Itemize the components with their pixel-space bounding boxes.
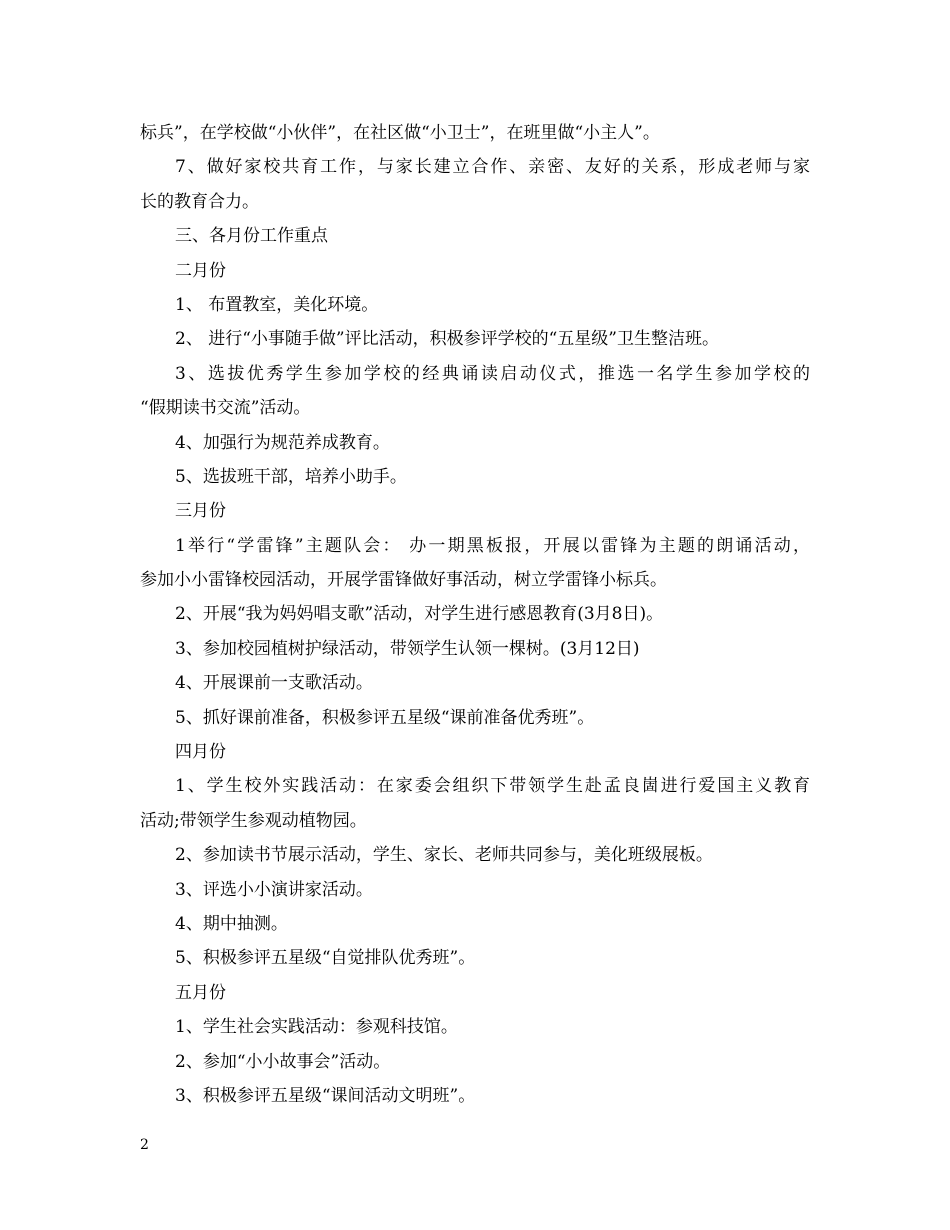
document-body [140, 116, 810, 1113]
text-line: 1举行“学雷锋”主题队会： 办一期黑板报，开展以雷锋为主题的朗诵活动， [175, 535, 810, 556]
text-line: 2、开展“我为妈妈唱支歌”活动，对学生进行感恩教育(3月8日)。 [175, 604, 664, 625]
text-line: 1、学生社会实践活动：参观科技馆。 [175, 1017, 458, 1038]
text-line: 五月份 [175, 982, 226, 1003]
text-line: 参加小小雷锋校园活动，开展学雷锋做好事活动，树立学雷锋小标兵。 [140, 570, 667, 591]
text-line: 长的教育合力。 [140, 191, 259, 212]
text-line: 3、选拔优秀学生参加学校的经典诵读启动仪式，推选一名学生参加学校的 [175, 363, 810, 384]
text-line: 5、积极参评五星级“自觉排队优秀班”。 [175, 948, 476, 969]
page-number: 2 [140, 1137, 149, 1153]
text-line: 标兵”，在学校做“小伙伴”，在社区做“小卫士”，在班里做“小主人”。 [140, 123, 660, 143]
text-line: 活动;带领学生参观动植物园。 [140, 810, 367, 831]
text-line: 三月份 [175, 501, 226, 522]
text-line: 3、积极参评五星级“课间活动文明班”。 [175, 1085, 476, 1106]
text-line: 2、参加读书节展示活动，学生、家长、老师共同参与，美化班级展板。 [175, 845, 713, 866]
text-line: 3、评选小小演讲家活动。 [175, 879, 373, 900]
text-line: 四月份 [175, 742, 226, 763]
text-line: 5、抓好课前准备，积极参评五星级“课前准备优秀班”。 [175, 707, 595, 728]
text-line: 2、参加“小小故事会”活动。 [175, 1051, 391, 1072]
text-line: 1、 布置教室，美化环境。 [175, 294, 379, 315]
text-line: 2、 进行“小事随手做”评比活动，积极参评学校的“五星级”卫生整洁班。 [175, 329, 719, 350]
text-line: 1、学生校外实践活动：在家委会组织下带领学生赴孟良崮进行爱国主义教育 [175, 776, 810, 797]
text-line: 5、选拔班干部，培养小助手。 [175, 466, 407, 487]
text-line: 4、加强行为规范养成教育。 [175, 432, 390, 453]
text-line: 7、做好家校共育工作，与家长建立合作、亲密、友好的关系，形成老师与家 [175, 157, 810, 178]
text-line: 3、参加校园植树护绿活动，带领学生认领一棵树。(3月12日) [175, 638, 640, 659]
text-line: 4、开展课前一支歌活动。 [175, 673, 373, 694]
text-line: 三、各月份工作重点 [175, 226, 328, 247]
text-line: 二月份 [175, 260, 226, 281]
text-line: 4、期中抽测。 [175, 913, 288, 934]
text-line: “假期读书交流”活动。 [140, 398, 311, 419]
